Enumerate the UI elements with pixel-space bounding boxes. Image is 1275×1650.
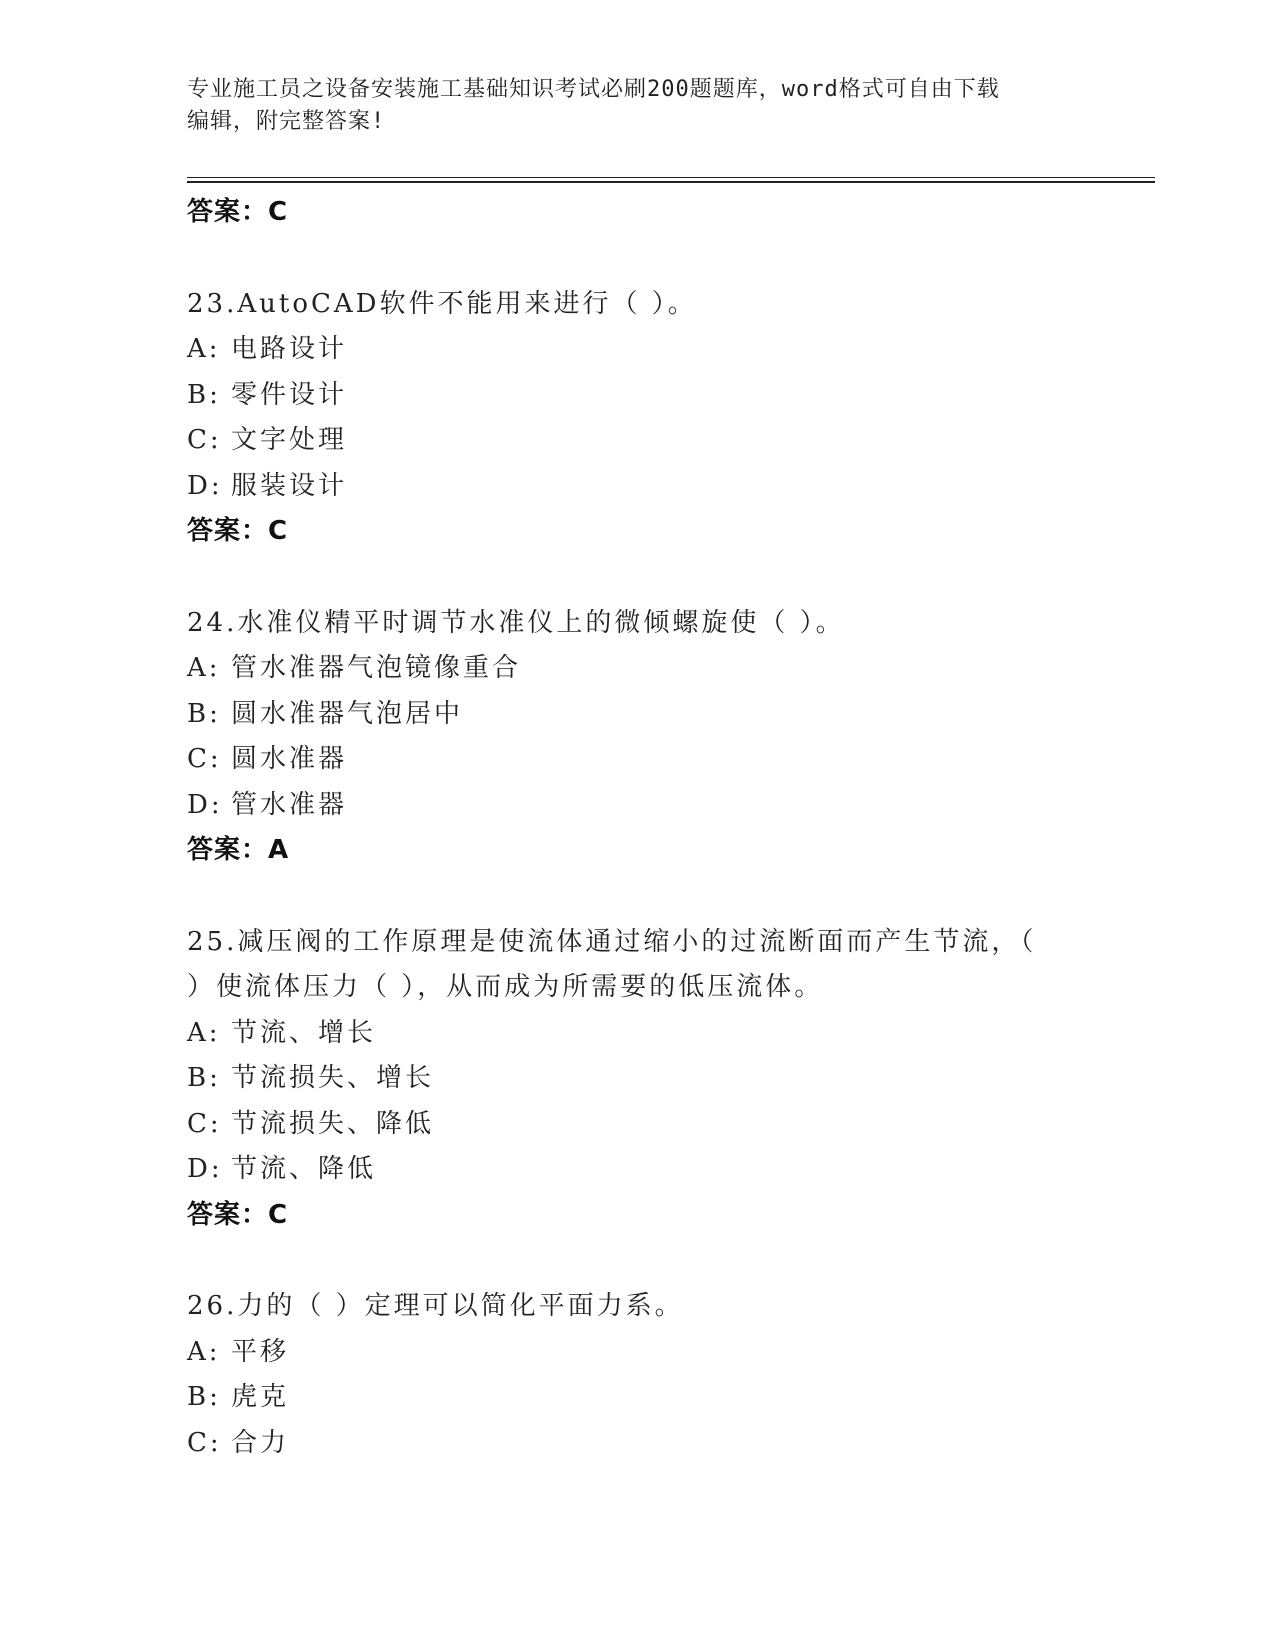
- answer-option: [187, 1421, 1087, 1467]
- question-block: [187, 1284, 1087, 1466]
- option-text: 节流损失、降低: [231, 1108, 435, 1139]
- header-line-2: 编辑，附完整答案!: [187, 109, 386, 134]
- answer-option: [187, 464, 1087, 510]
- option-text: 文字处理: [231, 425, 348, 455]
- question-stem: 26.力的（ ）定理可以简化平面力系。: [187, 1291, 684, 1321]
- question-spacer: [187, 1238, 1087, 1284]
- answer-option: [187, 1147, 1087, 1193]
- question-stem: 23.AutoCAD软件不能用来进行（ ）。: [187, 288, 697, 319]
- option-text: 电路设计: [231, 334, 348, 364]
- option-key: D:: [187, 1154, 223, 1184]
- answer-option: [187, 1375, 1087, 1421]
- option-key: B:: [187, 379, 221, 410]
- question-stem: ）使流体压力（ ），从而成为所需要的低压流体。: [187, 972, 824, 1002]
- question-block: [187, 282, 1087, 555]
- option-text: 节流、增长: [231, 1017, 377, 1048]
- answer-option: [187, 692, 1087, 738]
- option-text: 节流、降低: [231, 1154, 377, 1184]
- header-rule-thick: [187, 181, 1155, 183]
- header-line-1: 专业施工员之设备安装施工基础知识考试必刷200题题库，word格式可自由下载: [187, 77, 1000, 102]
- option-text: 管水准器气泡镜像重合: [231, 653, 522, 683]
- option-key: B:: [187, 1382, 221, 1412]
- option-key: A:: [187, 334, 221, 364]
- answer-option: [187, 418, 1087, 464]
- option-key: B:: [187, 1063, 221, 1093]
- answer-option: [187, 737, 1087, 783]
- question-stem: 24.水准仪精平时调节水准仪上的微倾螺旋使（ ）。: [187, 607, 845, 638]
- answer-option: [187, 373, 1087, 419]
- question-block: [187, 601, 1087, 874]
- option-key: C:: [187, 1427, 222, 1458]
- option-text: 服装设计: [231, 470, 348, 501]
- answer-option: [187, 1011, 1087, 1057]
- question-spacer: [187, 874, 1087, 920]
- answer-option: [187, 327, 1087, 373]
- option-text: 平移: [231, 1336, 290, 1367]
- option-key: C:: [187, 744, 222, 774]
- option-key: A:: [187, 1017, 221, 1048]
- option-key: A:: [187, 1336, 221, 1367]
- option-text: 零件设计: [231, 379, 348, 410]
- option-key: D:: [187, 470, 223, 501]
- option-text: 圆水准器气泡居中: [231, 698, 464, 729]
- option-key: D:: [187, 789, 223, 820]
- document-header: [187, 74, 1067, 138]
- option-text: 虎克: [231, 1382, 290, 1412]
- option-key: C:: [187, 1108, 222, 1139]
- answer-line: 答案：C: [187, 1199, 289, 1230]
- answer-line: 答案：C: [187, 516, 289, 546]
- answer-line: 答案：C: [187, 197, 289, 227]
- option-key: C:: [187, 425, 222, 455]
- answer-option: [187, 1330, 1087, 1376]
- option-text: 圆水准器: [231, 744, 348, 774]
- answer-line: 答案：A: [187, 835, 290, 865]
- option-text: 合力: [231, 1427, 290, 1458]
- option-text: 节流损失、增长: [231, 1063, 435, 1093]
- question-stem: 25.减压阀的工作原理是使流体通过缩小的过流断面而产生节流，（: [187, 926, 1037, 957]
- option-key: B:: [187, 698, 221, 729]
- question-list: [187, 190, 1087, 1466]
- option-text: 管水准器: [231, 789, 348, 820]
- answer-option: [187, 1102, 1087, 1148]
- header-rule-thin: [187, 177, 1155, 178]
- option-key: A:: [187, 653, 221, 683]
- answer-option: [187, 646, 1087, 692]
- answer-option: [187, 783, 1087, 829]
- question-spacer: [187, 236, 1087, 282]
- question-spacer: [187, 555, 1087, 601]
- question-block: [187, 920, 1087, 1239]
- answer-option: [187, 1056, 1087, 1102]
